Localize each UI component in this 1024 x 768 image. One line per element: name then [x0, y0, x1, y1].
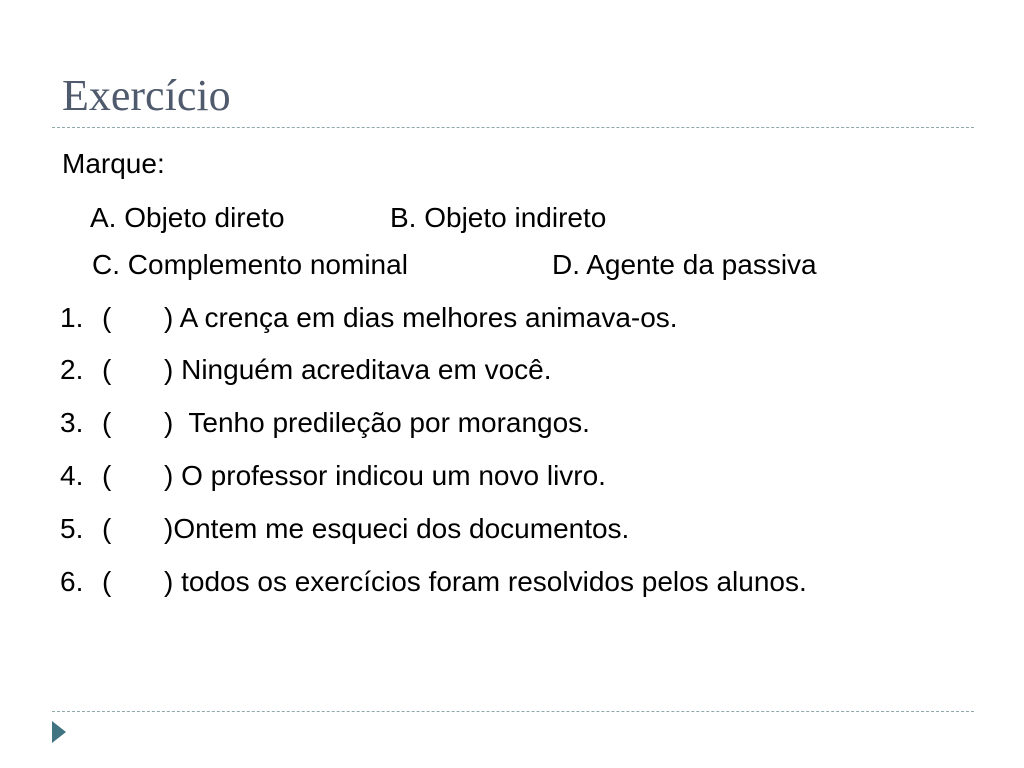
answer-blank-close: ) — [164, 302, 174, 333]
item-number: 1. — [60, 302, 84, 333]
list-item — [60, 565, 807, 599]
answer-blank-close: ) — [164, 513, 174, 544]
answer-blank-open: ( — [102, 460, 112, 491]
list-item — [60, 512, 629, 546]
item-sentence: todos os exercícios foram resolvidos pelos alunos. — [173, 566, 807, 597]
option-b: B. Objeto indireto — [390, 202, 607, 233]
item-sentence: Ontem me esqueci dos documentos. — [173, 513, 630, 544]
instruction-text: Marque: — [62, 148, 165, 179]
triangle-bullet-icon — [52, 721, 66, 743]
answer-blank-open: ( — [102, 513, 112, 544]
list-item — [60, 406, 590, 440]
slide-title: Exercício — [62, 71, 231, 120]
item-sentence: Tenho predileção por morangos. — [173, 407, 590, 438]
list-item — [60, 459, 606, 493]
list-item — [60, 353, 552, 387]
list-item — [60, 301, 678, 335]
answer-blank-close: ) — [164, 566, 174, 597]
answer-blank-close: ) — [164, 407, 174, 438]
item-sentence: Ninguém acreditava em você. — [173, 354, 552, 385]
option-a: A. Objeto direto — [90, 202, 285, 233]
item-number: 2. — [60, 354, 84, 385]
answer-blank-close: ) — [164, 460, 174, 491]
answer-blank-close: ) — [164, 354, 174, 385]
item-number: 4. — [60, 460, 84, 491]
item-number: 3. — [60, 407, 84, 438]
item-sentence: A crença em dias melhores animava-os. — [173, 302, 678, 333]
item-sentence: O professor indicou um novo livro. — [173, 460, 606, 491]
option-c: C. Complemento nominal — [92, 249, 408, 280]
answer-blank-open: ( — [102, 566, 112, 597]
item-number: 6. — [60, 566, 84, 597]
option-d: D. Agente da passiva — [552, 249, 817, 280]
answer-blank-open: ( — [102, 354, 112, 385]
footer-divider — [52, 711, 974, 712]
answer-blank-open: ( — [102, 302, 112, 333]
item-number: 5. — [60, 513, 84, 544]
answer-blank-open: ( — [102, 407, 112, 438]
title-divider — [52, 127, 974, 128]
